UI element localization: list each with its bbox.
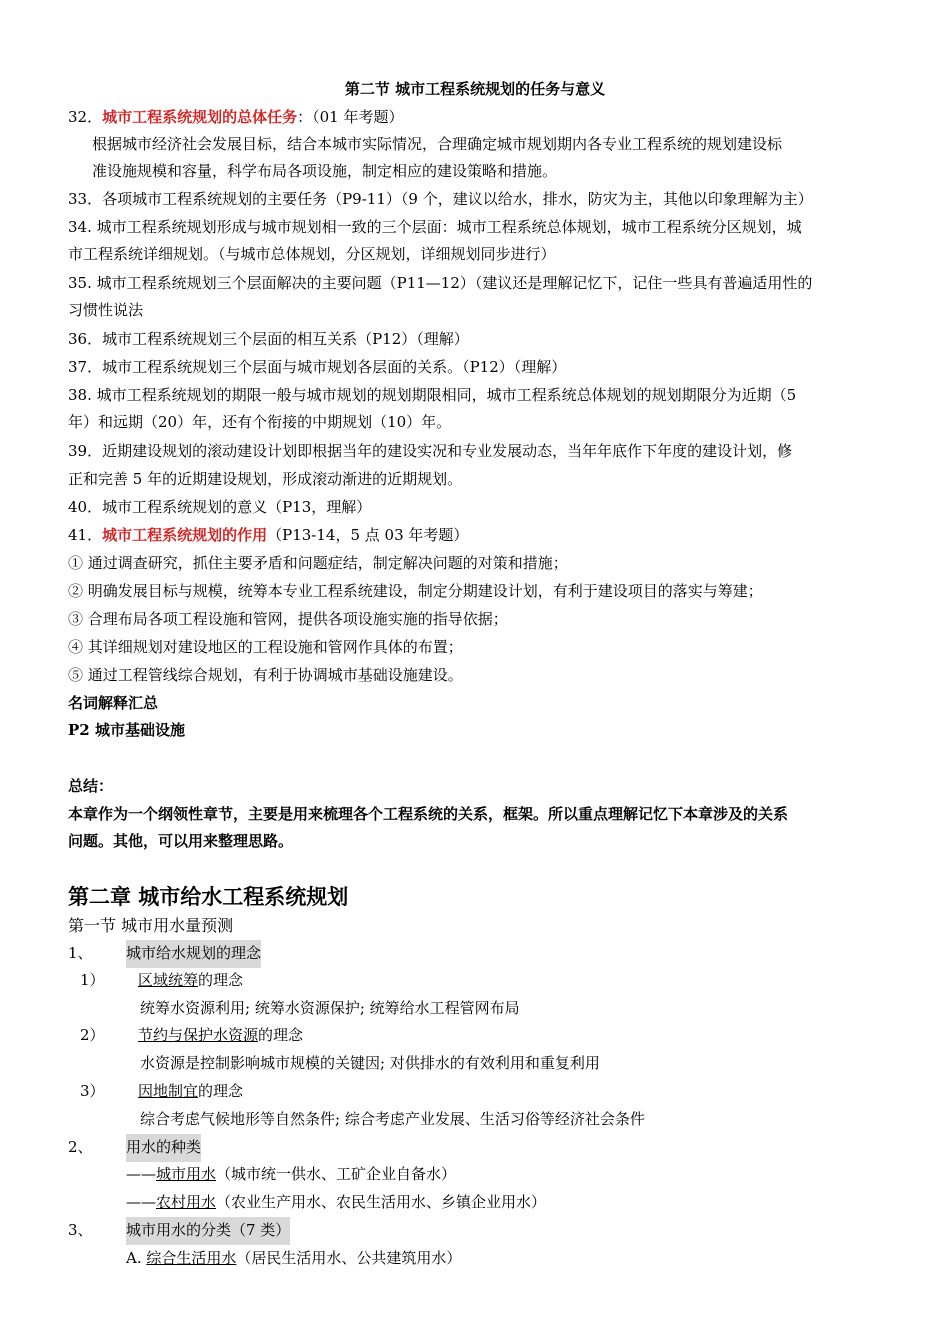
circled-item-3: ③ 合理布局各项工程设施和管网，提供各项设施实施的指导依据； — [68, 610, 508, 628]
highlighted-term: 城市工程系统规划的作用 — [102, 526, 268, 544]
section-title: 第二节 城市工程系统规划的任务与意义 — [344, 80, 606, 98]
water-class-a — [126, 1245, 906, 1273]
water-type-urban — [126, 1161, 906, 1189]
item-33: 33．各项城市工程系统规划的主要任务（P9-11）（9 个，建议以给水，排水，防灾为主，其他以印象理解为主） — [68, 190, 813, 208]
term-detail: （居民生活用水、公共建筑用水） — [236, 1249, 462, 1267]
item-34-line-1: 34. 城市工程系统规划形成与城市规划相一致的三个层面：城市工程系统总体规划，城市工程系统分区规划，城 — [68, 218, 802, 236]
item-32-body-line-2: 准设施规模和容量，科学布局各项设施，制定相应的建设策略和措施。 — [92, 162, 558, 180]
item-32-body-line-1: 根据城市经济社会发展目标，结合本城市实际情况，合理确定城市规划期内各专业工程系统的规划建设标 — [92, 135, 783, 153]
item-35-line-2: 习惯性说法 — [68, 301, 144, 319]
underlined-term: 区域统筹 — [138, 971, 199, 989]
item-note: （P13-14，5 点 03 年考题） — [267, 526, 469, 544]
glossary-heading: 名词解释汇总 — [68, 694, 159, 712]
sub-item-1-detail: 统筹水资源利用; 统筹水资源保护; 统筹给水工程管网布局 — [140, 999, 520, 1017]
summary-line-2: 问题。其他，可以用来整理思路。 — [68, 832, 294, 850]
item-39-line-1: 39．近期建设规划的滚动建设计划即根据当年的建设实况和专业发展动态，当年年底作下年度的建设计划，修 — [68, 442, 793, 460]
sub-item-suffix: 的理念 — [198, 1082, 244, 1100]
glossary-term-p2: P2 城市基础设施 — [68, 721, 185, 739]
term-detail: （城市统一供水、工矿企业自备水） — [216, 1165, 457, 1183]
underlined-term: 节约与保护水资源 — [138, 1026, 259, 1044]
class-letter: A. — [126, 1249, 147, 1267]
list-item-3 — [68, 1217, 906, 1245]
list-number: 3、 — [68, 1221, 93, 1239]
term-detail: （农业生产用水、农民生活用水、乡镇企业用水） — [216, 1193, 547, 1211]
sub-number: 3） — [80, 1082, 105, 1100]
list-number: 1、 — [68, 944, 93, 962]
item-32-heading — [68, 104, 906, 132]
circled-item-5: ⑤ 通过工程管线综合规划，有利于协调城市基础设施建设。 — [68, 666, 463, 684]
sub-item-2-detail: 水资源是控制影响城市规模的关键因; 对供排水的有效利用和重复利用 — [140, 1054, 600, 1072]
sub-item-2 — [80, 1022, 918, 1050]
sub-item-suffix: 的理念 — [198, 971, 244, 989]
summary-line-1: 本章作为一个纲领性章节，主要是用来梳理各个工程系统的关系，框架。所以重点理解记忆下本章涉及的关系 — [68, 805, 789, 823]
item-36: 36．城市工程系统规划三个层面的相互关系（P12）（理解） — [68, 330, 469, 348]
sub-item-text — [138, 1022, 303, 1050]
summary-label: 总结： — [68, 777, 114, 795]
item-40: 40．城市工程系统规划的意义（P13，理解） — [68, 498, 372, 516]
dash: —— — [126, 1165, 156, 1183]
underlined-term: 因地制宜 — [138, 1082, 199, 1100]
list-item-text: 城市用水的分类（7 类） — [126, 1217, 290, 1245]
underlined-term: 综合生活用水 — [146, 1249, 237, 1267]
dash: —— — [126, 1193, 156, 1211]
item-35-line-1: 35. 城市工程系统规划三个层面解决的主要问题（P11—12）（建议还是理解记忆下，记住一些具有普遍适用性的 — [68, 274, 813, 292]
sub-item-text — [138, 1078, 243, 1106]
item-39-line-2: 正和完善 5 年的近期建设规划，形成滚动渐进的近期规划。 — [68, 470, 463, 488]
item-38-line-2: 年）和远期（20）年，还有个衔接的中期规划（10）年。 — [68, 413, 452, 431]
sub-number: 2） — [80, 1026, 105, 1044]
underlined-term: 城市用水 — [156, 1165, 217, 1183]
list-number: 2、 — [68, 1138, 93, 1156]
underlined-term: 农村用水 — [156, 1193, 217, 1211]
water-type-rural — [126, 1189, 906, 1217]
sub-item-text — [138, 967, 243, 995]
highlighted-term: 城市工程系统规划的总体任务 — [102, 108, 298, 126]
item-41-heading — [68, 522, 906, 550]
sub-item-3 — [80, 1078, 918, 1106]
sub-item-1 — [80, 967, 918, 995]
item-note: ：（01 年考题） — [297, 108, 404, 126]
sub-item-suffix: 的理念 — [258, 1026, 304, 1044]
item-37: 37．城市工程系统规划三个层面与城市规划各层面的关系。（P12）（理解） — [68, 358, 567, 376]
circled-item-4: ④ 其详细规划对建设地区的工程设施和管网作具体的布置； — [68, 638, 463, 656]
circled-item-2: ② 明确发展目标与规模，统筹本专业工程系统建设，制定分期建设计划，有利于建设项目的落实与筹建； — [68, 582, 763, 600]
item-38-line-1: 38. 城市工程系统规划的期限一般与城市规划的规划期限相同，城市工程系统总体规划的规划期限分为近期（5 — [68, 386, 797, 404]
item-number: 41． — [68, 526, 103, 544]
circled-item-1: ① 通过调查研究，抓住主要矛盾和问题症结，制定解决问题的对策和措施； — [68, 554, 568, 572]
item-34-line-2: 市工程系统详细规划。（与城市总体规划，分区规划，详细规划同步进行） — [68, 245, 556, 263]
chapter-section-title: 第一节 城市用水量预测 — [68, 916, 234, 935]
list-item-2 — [68, 1134, 906, 1162]
list-item-text: 城市给水规划的理念 — [126, 940, 261, 968]
item-number: 32． — [68, 108, 103, 126]
sub-number: 1） — [80, 971, 105, 989]
sub-item-3-detail: 综合考虑气候地形等自然条件; 综合考虑产业发展、生活习俗等经济社会条件 — [140, 1110, 645, 1128]
list-item-text: 用水的种类 — [126, 1134, 201, 1162]
chapter-title: 第二章 城市给水工程系统规划 — [68, 885, 349, 909]
list-item-1 — [68, 940, 906, 968]
